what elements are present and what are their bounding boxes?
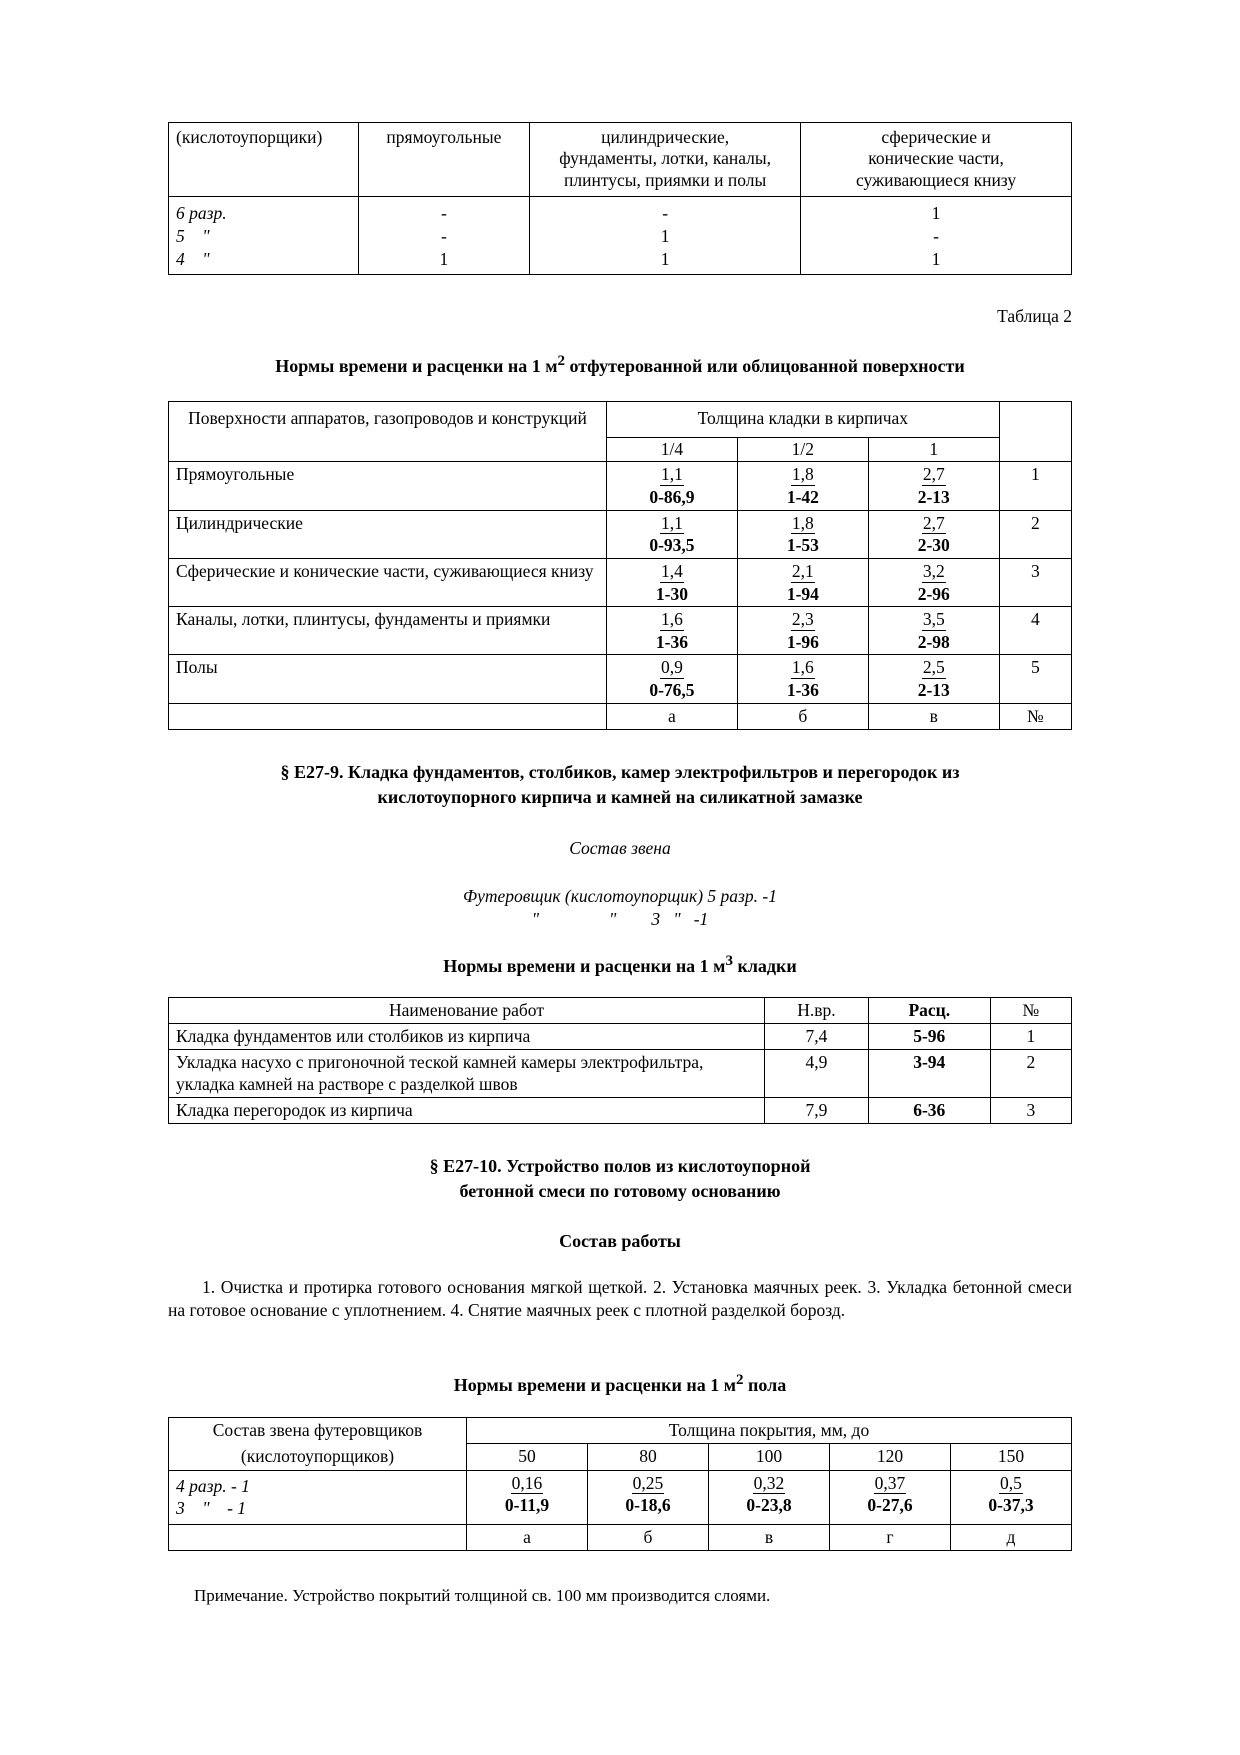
price-value: 0-11,9 — [504, 1495, 550, 1516]
table-footer-row — [169, 1525, 1072, 1551]
rate-cell — [466, 1470, 587, 1525]
price: 5-96 — [868, 1024, 990, 1050]
table-header-row — [169, 401, 1072, 437]
row-label: Сферические и конические части, суживающиеся книзу — [169, 558, 607, 606]
value-cell: - — [358, 197, 530, 225]
table-subheader-row — [169, 1444, 1072, 1470]
norm-time: 7,9 — [764, 1098, 868, 1124]
norm-value: 0,32 — [753, 1472, 785, 1493]
work-name: Кладка перегородок из кирпича — [169, 1098, 765, 1124]
header-cell-crew: Состав звена футеровщиков — [169, 1417, 467, 1443]
crew-composition-continuation-table — [168, 122, 1072, 275]
works-rates-table — [168, 997, 1072, 1125]
rank-cell: 6 разр. — [169, 197, 359, 225]
row-label: Каналы, лотки, плинтусы, фундаменты и приямки — [169, 607, 607, 655]
crew-line-1: Футеровщик (кислотоупорщик) 5 разр. -1 — [463, 885, 777, 906]
price-value: 0-86,9 — [649, 487, 695, 507]
rate-cell — [737, 655, 868, 703]
norm-value: 1,6 — [660, 609, 683, 630]
value-cell: 1 — [530, 248, 801, 275]
value-cell: - — [801, 225, 1072, 248]
price-value: 1-36 — [655, 631, 688, 652]
crew-composition-list — [168, 885, 1072, 931]
column-letter-v: в — [708, 1525, 829, 1551]
norm-value: 1,1 — [660, 464, 683, 485]
table-row — [169, 248, 1072, 275]
norm-value: 2,7 — [922, 464, 945, 485]
subheader-80: 80 — [587, 1444, 708, 1470]
row-number: 5 — [999, 655, 1071, 703]
table2-title: Нормы времени и расценки на 1 $м^2$ отфутерованной или облицованной поверхности — [275, 353, 965, 377]
subheader-100: 100 — [708, 1444, 829, 1470]
price-value: 1-36 — [786, 680, 819, 701]
column-letter-b: б — [587, 1525, 708, 1551]
rate-cell — [606, 607, 737, 655]
footer-blank — [169, 1525, 467, 1551]
header-cell-spherical: сферические и конические части, суживающиеся книзу — [801, 123, 1072, 197]
table-row — [169, 225, 1072, 248]
value-cell: 1 — [358, 248, 530, 275]
floor-coating-rates-table — [168, 1417, 1072, 1552]
header-cell-no: № — [990, 997, 1071, 1023]
norm-value: 0,25 — [632, 1472, 664, 1493]
price: 6-36 — [868, 1098, 990, 1124]
price-value: 0-93,5 — [649, 535, 695, 556]
table-header-row — [169, 1417, 1072, 1443]
price-value: 1-42 — [786, 487, 819, 507]
subheader-150: 150 — [950, 1444, 1071, 1470]
price-value: 2-96 — [917, 583, 950, 604]
table-footer-row — [169, 703, 1072, 729]
row-number: 3 — [990, 1098, 1071, 1124]
header-cell-work-name: Наименование работ — [169, 997, 765, 1023]
row-label: Цилиндрические — [169, 510, 607, 558]
rate-cell — [868, 558, 999, 606]
crew-cell — [169, 1470, 467, 1525]
row-label: Прямоугольные — [169, 462, 607, 510]
header-cell-rasc: Расц. — [868, 997, 990, 1023]
price-value: 1-53 — [786, 535, 819, 556]
work-composition-heading: Состав работы — [559, 1231, 681, 1252]
header-cell-thickness-group: Толщина кладки в кирпичах — [606, 401, 999, 437]
norm-value: 3,2 — [922, 560, 945, 581]
price-value: 0-76,5 — [649, 680, 695, 701]
works-table-title: Нормы времени и расценки на 1 $м^3$ кладки — [443, 953, 797, 977]
table-header-row — [169, 123, 1072, 197]
norm-value: 1,4 — [660, 560, 683, 581]
table-header-row — [169, 997, 1072, 1023]
header-cell-crew-line2: (кислотоупорщиков) — [169, 1444, 467, 1470]
rate-cell — [708, 1470, 829, 1525]
subheader-50: 50 — [466, 1444, 587, 1470]
work-composition-body: 1. Очистка и протирка готового основания мягкой щеткой. 2. Установка маячных реек. 3. Укладка бетонной смеси на готовое основание с уплотнением. 4. Снятие маячных реек с плотной разделкой борозд. — [168, 1277, 1072, 1321]
column-number-sign: № — [999, 703, 1071, 729]
value-cell: - — [530, 197, 801, 225]
norm-value: 0,5 — [1000, 1472, 1022, 1493]
rate-cell — [737, 510, 868, 558]
work-name: Кладка фундаментов или столбиков из кирпича — [169, 1024, 765, 1050]
rate-cell — [868, 462, 999, 510]
table-number-label: Таблица 2 — [997, 306, 1072, 327]
superscript-2: 2 — [736, 1371, 744, 1388]
rate-cell — [606, 510, 737, 558]
rate-cell — [950, 1470, 1071, 1525]
subheader-120: 120 — [829, 1444, 950, 1470]
header-cell-surfaces: Поверхности аппаратов, газопроводов и конструкций — [169, 401, 607, 462]
header-cell-nvr: Н.вр. — [764, 997, 868, 1023]
table-row — [169, 462, 1072, 510]
norm-time: 7,4 — [764, 1024, 868, 1050]
row-number: 1 — [999, 462, 1071, 510]
rate-cell — [829, 1470, 950, 1525]
price-value: 1-94 — [786, 583, 819, 604]
table-row — [169, 1470, 1072, 1525]
value-cell: 1 — [801, 248, 1072, 275]
column-letter-b: б — [737, 703, 868, 729]
rate-cell — [737, 607, 868, 655]
work-name: Укладка насухо с пригоночной теской камней камеры электрофильтра, укладка камней на растворе с разделкой швов — [169, 1050, 765, 1098]
row-number: 3 — [999, 558, 1071, 606]
table-row — [169, 1098, 1072, 1124]
subheader-half: 1/2 — [737, 438, 868, 462]
price-value: 0-23,8 — [746, 1495, 792, 1516]
norm-value: 3,5 — [922, 609, 945, 630]
price-value: 1-30 — [655, 583, 688, 604]
floor-table-title: Нормы времени и расценки на 1 $м^2$ пола — [453, 1371, 787, 1395]
subheader-one: 1 — [868, 438, 999, 462]
column-letter-v: в — [868, 703, 999, 729]
norm-value: 2,3 — [791, 609, 814, 630]
price-value: 2-30 — [917, 535, 950, 556]
rank-cell: 5 " — [169, 225, 359, 248]
rate-cell — [606, 655, 737, 703]
norm-value: 0,9 — [660, 657, 683, 678]
table-row — [169, 510, 1072, 558]
section-heading-line1: § Е27-9. Кладка фундаментов, столбиков, камер электрофильтров и перегородок из — [280, 762, 960, 783]
header-cell-rectangular: прямоугольные — [358, 123, 530, 197]
table-row — [169, 607, 1072, 655]
value-cell: 1 — [801, 197, 1072, 225]
price: 3-94 — [868, 1050, 990, 1098]
column-letter-a: а — [606, 703, 737, 729]
rate-cell — [606, 462, 737, 510]
row-number: 2 — [999, 510, 1071, 558]
table-row — [169, 197, 1072, 225]
rate-cell — [737, 462, 868, 510]
norm-value: 0,16 — [511, 1472, 543, 1493]
row-number: 1 — [990, 1024, 1071, 1050]
table-row — [169, 558, 1072, 606]
norm-value: 1,8 — [791, 512, 814, 533]
norm-value: 1,1 — [660, 512, 683, 533]
surface-thickness-rates-table — [168, 401, 1072, 730]
price-value: 2-13 — [917, 487, 950, 507]
rate-cell — [737, 558, 868, 606]
section-heading-line2: бетонной смеси по готовому основанию — [459, 1181, 781, 1202]
row-number: 2 — [990, 1050, 1071, 1098]
header-cell-blank — [999, 401, 1071, 462]
norm-value: 1,8 — [791, 464, 814, 485]
table-row — [169, 1024, 1072, 1050]
footer-blank — [169, 703, 607, 729]
norm-value: 2,1 — [791, 560, 814, 581]
superscript-3: 3 — [725, 953, 733, 970]
table-row — [169, 1050, 1072, 1098]
crew-line-1: 4 разр. - 1 — [176, 1475, 250, 1496]
row-number: 4 — [999, 607, 1071, 655]
column-letter-d: д — [950, 1525, 1071, 1551]
price-value: 2-13 — [917, 680, 950, 701]
header-cell-cylindrical: цилиндрические, фундаменты, лотки, каналы, плинтусы, приямки и полы — [530, 123, 801, 197]
column-letter-g: г — [829, 1525, 950, 1551]
header-cell-trade: (кислотоупорщики) — [169, 123, 359, 197]
rate-cell — [868, 607, 999, 655]
norm-value: 0,37 — [874, 1472, 906, 1493]
rate-cell — [868, 510, 999, 558]
row-label: Полы — [169, 655, 607, 703]
norm-value: 1,6 — [791, 657, 814, 678]
table-row — [169, 655, 1072, 703]
crew-composition-heading: Состав звена — [569, 837, 671, 858]
price-value: 2-98 — [917, 631, 950, 652]
header-cell-thickness-group: Толщина покрытия, мм, до — [466, 1417, 1071, 1443]
section-heading-line2: кислотоупорного кирпича и камней на силикатной замазке — [377, 786, 863, 807]
table-note: Примечание. Устройство покрытий толщиной св. 100 мм производится слоями. — [194, 1586, 771, 1606]
norm-value: 2,5 — [922, 657, 945, 678]
crew-line-2: 3 " - 1 — [176, 1498, 247, 1519]
section-heading-e27-9 — [168, 760, 1072, 810]
norm-time: 4,9 — [764, 1050, 868, 1098]
section-heading-line1: § Е27-10. Устройство полов из кислотоупорной — [429, 1156, 811, 1177]
column-letter-a: а — [466, 1525, 587, 1551]
rate-cell — [587, 1470, 708, 1525]
price-value: 0-37,3 — [988, 1495, 1034, 1516]
price-value: 0-27,6 — [867, 1495, 913, 1516]
value-cell: 1 — [530, 225, 801, 248]
rate-cell — [606, 558, 737, 606]
price-value: 1-96 — [786, 631, 819, 652]
price-value: 0-18,6 — [625, 1495, 671, 1516]
rate-cell — [868, 655, 999, 703]
rank-cell: 4 " — [169, 248, 359, 275]
section-heading-e27-10 — [168, 1154, 1072, 1204]
superscript-2: 2 — [557, 353, 566, 370]
crew-line-2: " " 3 " -1 — [531, 908, 709, 929]
value-cell: - — [358, 225, 530, 248]
norm-value: 2,7 — [922, 512, 945, 533]
subheader-quarter: 1/4 — [606, 438, 737, 462]
